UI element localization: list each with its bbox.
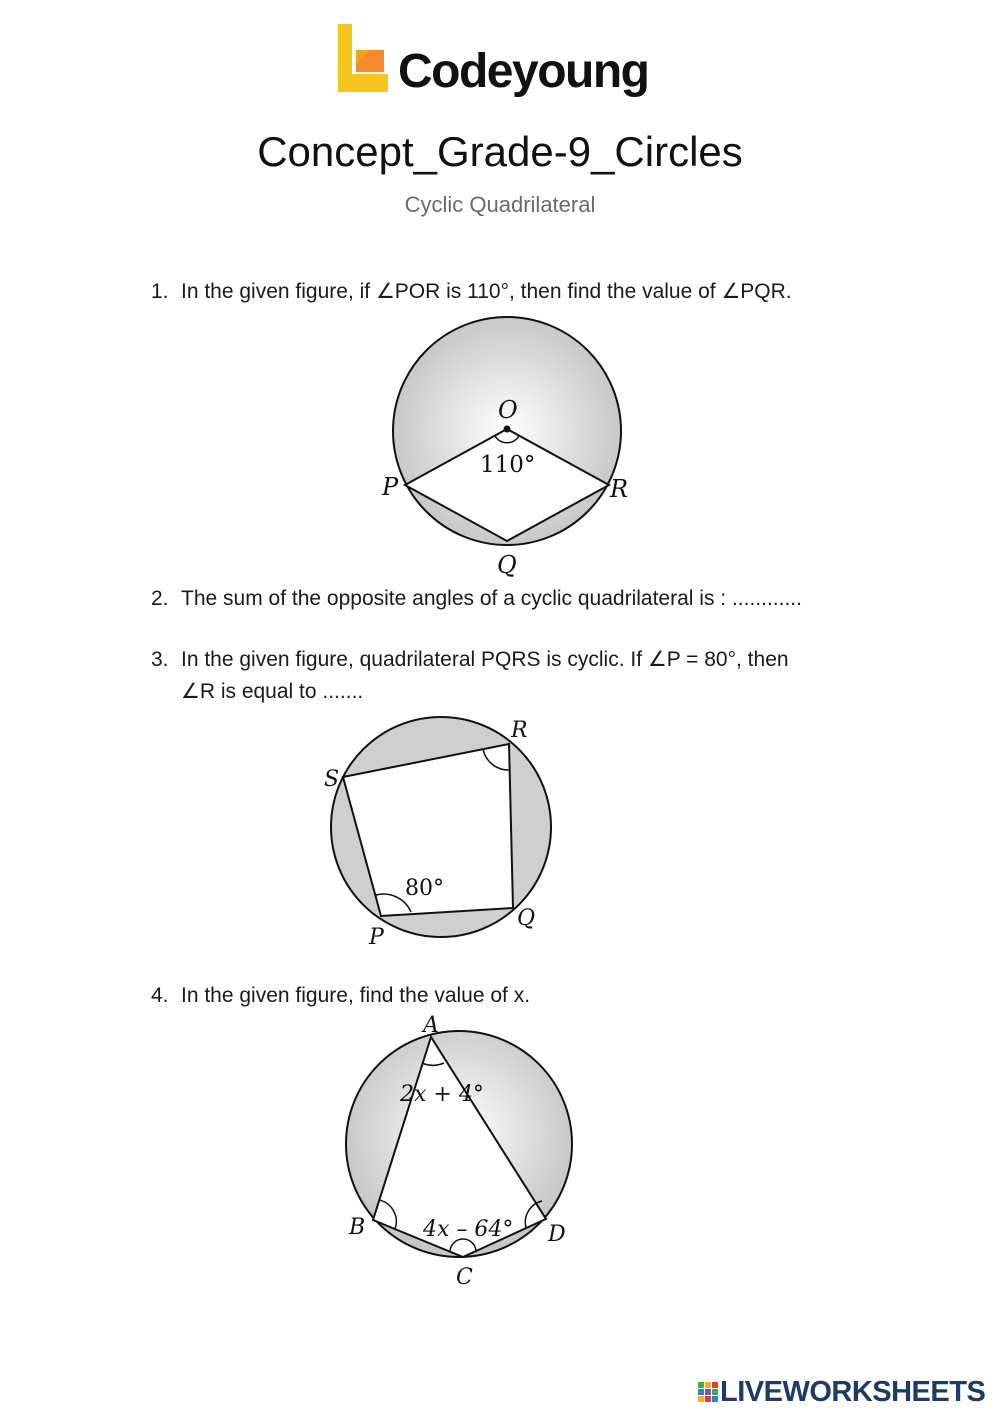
question-text: The sum of the opposite angles of a cyclic quadrilateral is : ............ bbox=[181, 587, 802, 610]
figure-3-cyclic-pqrs bbox=[315, 710, 575, 955]
question-number: 3. bbox=[151, 648, 169, 671]
brand-name: Codeyoung bbox=[398, 45, 649, 98]
figure-1-circle-por bbox=[370, 305, 640, 580]
label-a: A bbox=[423, 1013, 439, 1038]
label-c: C bbox=[456, 1265, 473, 1290]
label-b: B bbox=[349, 1215, 366, 1240]
label-angle-por: 110° bbox=[480, 452, 536, 478]
question-4 bbox=[151, 980, 951, 1012]
question-text-line-2: ∠R is equal to ....... bbox=[181, 680, 364, 703]
question-3 bbox=[151, 644, 951, 710]
label-q: Q bbox=[517, 906, 536, 931]
label-r: R bbox=[610, 475, 629, 503]
page-subtitle: Cyclic Quadrilateral bbox=[404, 192, 596, 217]
label-q: Q bbox=[497, 551, 517, 579]
question-text-line-1: In the given figure, quadrilateral PQRS is cyclic. If ∠P = 80°, then bbox=[181, 648, 789, 671]
question-2 bbox=[151, 583, 951, 615]
label-d: D bbox=[548, 1222, 566, 1247]
label-o: O bbox=[498, 396, 518, 424]
label-angle-p: 80° bbox=[405, 876, 444, 901]
question-number: 4. bbox=[151, 984, 169, 1007]
label-angle-a: 2x + 4° bbox=[400, 1082, 484, 1107]
label-s: S bbox=[324, 767, 340, 792]
liveworksheets-logo-icon bbox=[697, 1378, 719, 1408]
page-title: Concept_Grade-9_Circles bbox=[257, 128, 743, 175]
question-1 bbox=[151, 276, 951, 308]
label-r: R bbox=[511, 718, 528, 743]
label-p: P bbox=[382, 473, 399, 501]
question-number: 1. bbox=[151, 280, 169, 303]
question-number: 2. bbox=[151, 587, 169, 610]
label-p: P bbox=[369, 925, 384, 950]
figure-4-cyclic-abcd bbox=[340, 1010, 585, 1292]
label-angle-c: 4x – 64° bbox=[423, 1217, 514, 1242]
liveworksheets-watermark: LIVEWORKSHEETS bbox=[720, 1376, 986, 1408]
question-text: In the given figure, if ∠POR is 110°, then find the value of ∠PQR. bbox=[181, 280, 792, 303]
question-text: In the given figure, find the value of x. bbox=[181, 984, 531, 1007]
